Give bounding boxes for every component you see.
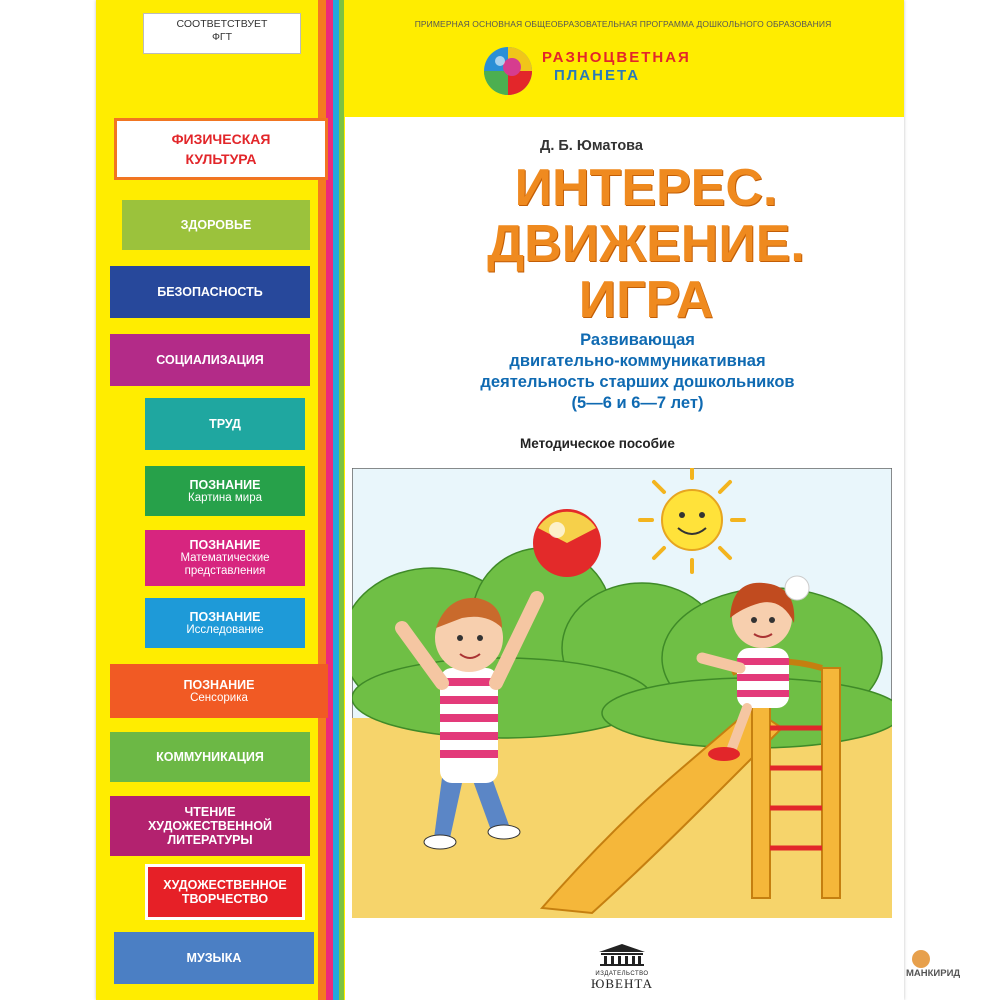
tab-art-title: ХУДОЖЕСТВЕННОЕ <box>163 878 287 892</box>
tab-safety <box>110 266 310 318</box>
tab-safety-title: БЕЗОПАСНОСТЬ <box>157 285 263 299</box>
watermark-icon <box>912 950 930 968</box>
tab-cognition-math-sub: Математические представления <box>180 552 270 577</box>
tab-cognition-sensory-sub: Сенсорика <box>190 691 248 704</box>
publisher-line2: ЮВЕНТА <box>590 976 654 991</box>
tab-cognition-world <box>145 466 305 516</box>
tab-art <box>145 864 305 920</box>
subtitle-line3: деятельность старших дошкольников <box>480 373 795 391</box>
fgt-line2: ФГТ <box>211 31 233 43</box>
publisher-logo <box>580 944 664 990</box>
series-logo <box>542 49 691 85</box>
tab-cognition-world-sub: Картина мира <box>188 491 262 504</box>
planet-logo-icon <box>482 45 534 97</box>
series-line2: ПЛАНЕТА <box>554 67 641 84</box>
tab-reading <box>110 796 310 856</box>
tab-art-sub: ТВОРЧЕСТВО <box>181 892 269 906</box>
tab-physical-culture <box>114 118 328 180</box>
subtitle <box>380 330 895 414</box>
tab-health <box>122 200 310 250</box>
tab-health-title: ЗДОРОВЬЕ <box>180 218 252 232</box>
tab-labor-title: ТРУД <box>209 417 241 431</box>
tab-cognition-math <box>145 530 305 586</box>
tab-cognition-research <box>145 598 305 648</box>
tab-cognition-math-title: ПОЗНАНИЕ <box>189 538 261 552</box>
subtitle-line1: Развивающая <box>580 331 695 349</box>
tab-cognition-world-title: ПОЗНАНИЕ <box>189 477 261 492</box>
tab-socialization-title: СОЦИАЛИЗАЦИЯ <box>156 353 264 367</box>
tab-reading-title: ЧТЕНИЕ <box>184 805 236 819</box>
publisher-line1: ИЗДАТЕЛЬСТВО <box>595 971 649 977</box>
title-line2: ДВИЖЕНИЕ. <box>487 215 805 273</box>
tab-physical-culture-sub: КУЛЬТУРА <box>185 151 257 167</box>
subtitle-line4: (5—6 и 6—7 лет) <box>571 394 704 412</box>
subtitle-line2: двигательно-коммуникативная <box>509 352 766 370</box>
stripe-green <box>339 0 344 1000</box>
tab-cognition-research-sub: Исследование <box>186 623 264 636</box>
author: Д. Б. Юматова <box>540 138 643 154</box>
fgt-line1: СООТВЕТСТВУЕТ <box>176 18 268 30</box>
tab-communication <box>110 732 310 782</box>
tab-reading-sub: ХУДОЖЕСТВЕННОЙ ЛИТЕРАТУРЫ <box>147 819 273 847</box>
series-line1: РАЗНОЦВЕТНАЯ <box>542 49 691 66</box>
watermark: МАНКИРИД <box>906 968 961 979</box>
ball-icon <box>533 509 601 577</box>
tab-physical-culture-title: ФИЗИЧЕСКАЯ <box>171 131 271 147</box>
title-line1: ИНТЕРЕС. <box>514 159 778 217</box>
book-title <box>396 160 896 328</box>
title-line3: ИГРА <box>578 271 714 329</box>
tab-cognition-sensory <box>110 664 328 718</box>
tab-cognition-research-title: ПОЗНАНИЕ <box>189 609 261 624</box>
tab-cognition-sensory-title: ПОЗНАНИЕ <box>183 677 255 692</box>
program-line: ПРИМЕРНАЯ ОСНОВНАЯ ОБЩЕОБРАЗОВАТЕЛЬНАЯ ПРОГРАММА ДОШКОЛЬНОГО ОБРАЗОВАНИЯ <box>414 19 832 29</box>
tab-labor <box>145 398 305 450</box>
temple-icon <box>597 944 647 966</box>
cover-illustration <box>352 468 892 918</box>
tab-music <box>114 932 314 984</box>
fgt-badge <box>143 13 301 54</box>
manual-label: Методическое пособие <box>520 436 675 451</box>
tab-communication-title: КОММУНИКАЦИЯ <box>156 750 264 764</box>
tab-music-title: МУЗЫКА <box>186 951 242 965</box>
tab-socialization <box>110 334 310 386</box>
